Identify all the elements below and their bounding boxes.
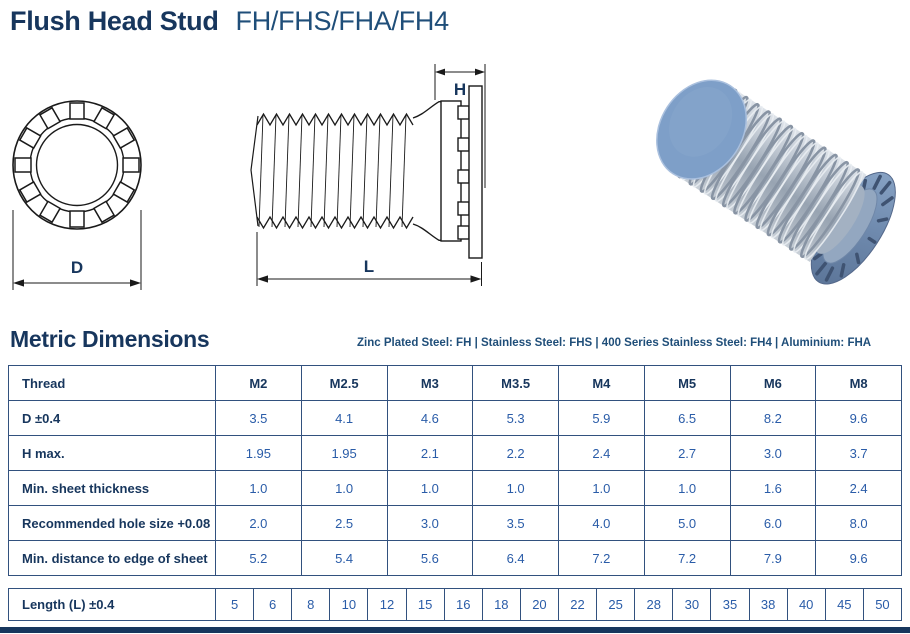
thread-column-header: M5 [644, 366, 730, 401]
length-value-cell: 10 [330, 589, 368, 621]
value-cell: 3.7 [816, 436, 902, 471]
outer-flange-circle [13, 101, 141, 229]
row-label: D ±0.4 [9, 401, 216, 436]
value-cell: 7.9 [730, 541, 816, 576]
thread-column-header: M2 [216, 366, 302, 401]
value-cell: 2.4 [816, 471, 902, 506]
value-cell: 7.2 [644, 541, 730, 576]
length-value-cell: 15 [406, 589, 444, 621]
length-value-cell: 30 [673, 589, 711, 621]
value-cell: 8.2 [730, 401, 816, 436]
value-cell: 1.0 [644, 471, 730, 506]
length-value-cell: 38 [749, 589, 787, 621]
value-cell: 5.3 [473, 401, 559, 436]
row-label: Min. distance to edge of sheet [9, 541, 216, 576]
thread-column-header: M3 [387, 366, 473, 401]
length-value-cell: 8 [292, 589, 330, 621]
page-header [10, 6, 449, 37]
value-cell: 4.6 [387, 401, 473, 436]
value-cell: 6.5 [644, 401, 730, 436]
value-cell: 1.95 [301, 436, 387, 471]
table-row [9, 471, 902, 506]
table-row [9, 401, 902, 436]
value-cell: 4.0 [559, 506, 645, 541]
head-height-label: H [453, 80, 467, 99]
length-value-cell: 6 [254, 589, 292, 621]
thread-column-header: M8 [816, 366, 902, 401]
page-title: Flush Head Stud [10, 6, 219, 36]
value-cell: 5.4 [301, 541, 387, 576]
value-cell: 1.95 [216, 436, 302, 471]
value-cell: 2.2 [473, 436, 559, 471]
materials-note: Zinc Plated Steel: FH | Stainless Steel: FHS | 400 Series Stainless Steel: FH4 | Aluminium: FHA [357, 337, 872, 349]
length-value-cell: 40 [787, 589, 825, 621]
value-cell: 3.5 [473, 506, 559, 541]
row-label: H max. [9, 436, 216, 471]
length-value-cell: 16 [444, 589, 482, 621]
row-label: Min. sheet thickness [9, 471, 216, 506]
length-value-cell: 5 [216, 589, 254, 621]
length-value-cell: 22 [558, 589, 596, 621]
knurl-ring-circle [30, 118, 124, 212]
value-cell: 3.5 [216, 401, 302, 436]
value-cell: 2.0 [216, 506, 302, 541]
value-cell: 3.0 [730, 436, 816, 471]
length-value-cell: 25 [597, 589, 635, 621]
value-cell: 5.0 [644, 506, 730, 541]
length-value-cell: 18 [482, 589, 520, 621]
value-cell: 6.4 [473, 541, 559, 576]
length-value-cell: 12 [368, 589, 406, 621]
value-cell: 7.2 [559, 541, 645, 576]
value-cell: 1.0 [559, 471, 645, 506]
value-cell: 1.6 [730, 471, 816, 506]
product-photo [653, 48, 910, 306]
thread-column-header: M6 [730, 366, 816, 401]
thread-column-header: M4 [559, 366, 645, 401]
value-cell: 2.4 [559, 436, 645, 471]
thread-column-header: M3.5 [473, 366, 559, 401]
table-header-row [9, 366, 902, 401]
row-label: Recommended hole size +0.08 [9, 506, 216, 541]
front-knurl-teeth [15, 103, 139, 227]
section-heading: Metric Dimensions [10, 326, 210, 352]
value-cell: 2.5 [301, 506, 387, 541]
value-cell: 4.1 [301, 401, 387, 436]
length-value-cell: 28 [635, 589, 673, 621]
table-row [9, 541, 902, 576]
bore-circle [37, 125, 118, 206]
length-row [9, 589, 902, 621]
table-row [9, 436, 902, 471]
front-view-drawing [4, 62, 164, 297]
value-cell: 1.0 [387, 471, 473, 506]
corner-label: Thread [9, 366, 216, 401]
value-cell: 8.0 [816, 506, 902, 541]
metric-dimensions-table [8, 365, 902, 576]
length-row-label: Length (L) ±0.4 [9, 589, 216, 621]
value-cell: 1.0 [301, 471, 387, 506]
model-codes: FH/FHS/FHA/FH4 [235, 6, 449, 36]
thread-profile [251, 114, 413, 228]
length-value-cell: 45 [825, 589, 863, 621]
value-cell: 5.6 [387, 541, 473, 576]
side-view-drawing [245, 56, 515, 296]
length-value-cell: 50 [863, 589, 901, 621]
value-cell: 3.0 [387, 506, 473, 541]
value-cell: 9.6 [816, 541, 902, 576]
length-table [8, 588, 902, 621]
length-label: L [363, 257, 375, 276]
value-cell: 6.0 [730, 506, 816, 541]
length-value-cell: 35 [711, 589, 749, 621]
value-cell: 5.9 [559, 401, 645, 436]
value-cell: 5.2 [216, 541, 302, 576]
footer-bar [0, 627, 910, 633]
value-cell: 9.6 [816, 401, 902, 436]
length-value-cell: 20 [520, 589, 558, 621]
stud-head-outline [413, 86, 482, 258]
diameter-label: D [70, 258, 84, 277]
thread-column-header: M2.5 [301, 366, 387, 401]
value-cell: 2.7 [644, 436, 730, 471]
value-cell: 1.0 [473, 471, 559, 506]
table-row [9, 506, 902, 541]
value-cell: 2.1 [387, 436, 473, 471]
value-cell: 1.0 [216, 471, 302, 506]
